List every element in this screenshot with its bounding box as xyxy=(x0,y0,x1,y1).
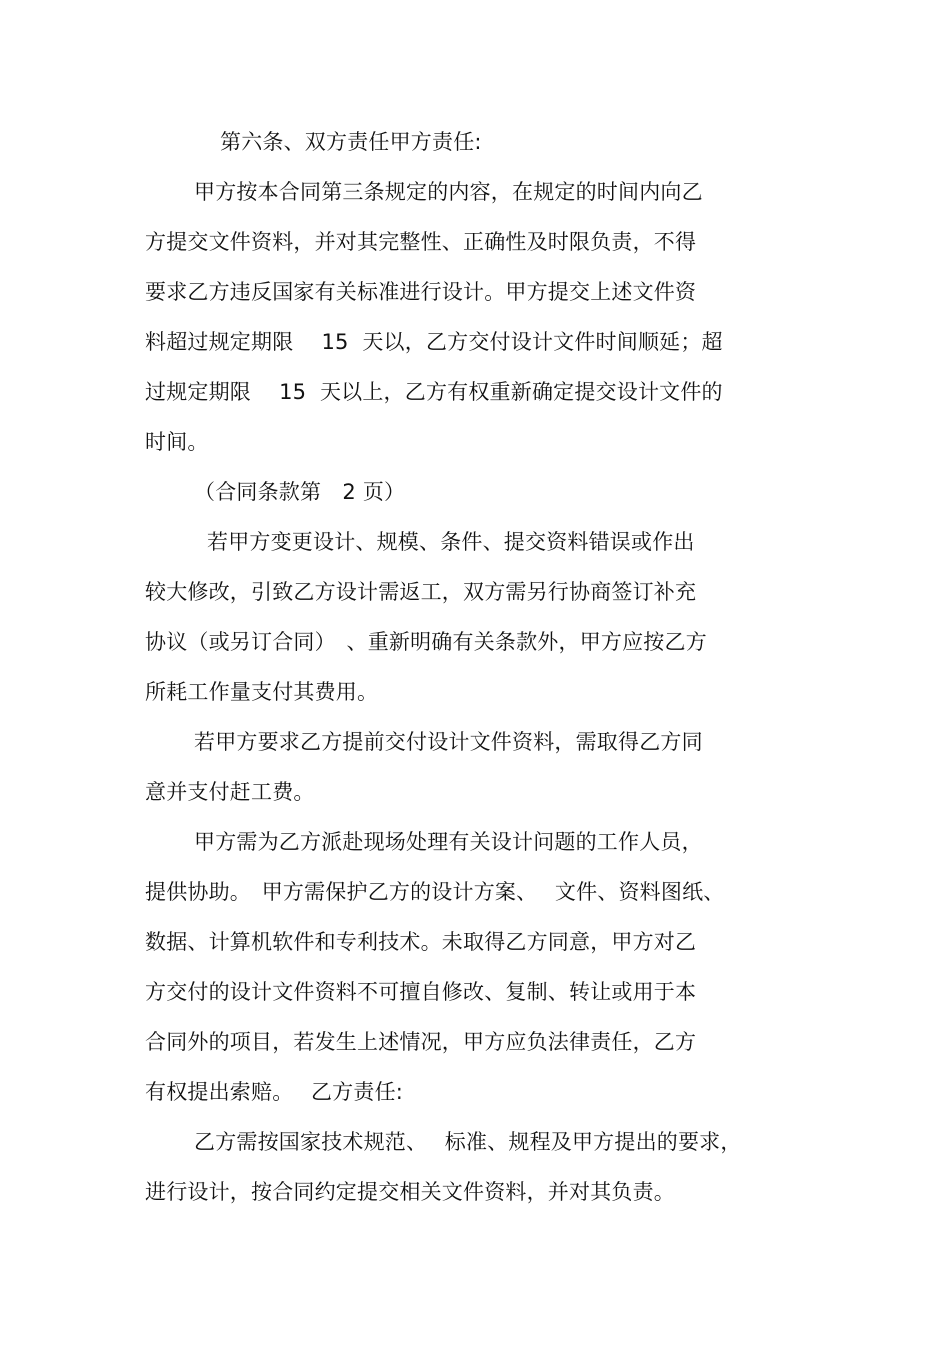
paragraph-line: 意并支付赶工费。 xyxy=(145,780,315,804)
paragraph-line: 提供协助。 甲方需保护乙方的设计方案、 文件、资料图纸、 xyxy=(145,880,725,904)
paragraph-line: 进行设计，按合同约定提交相关文件资料，并对其负责。 xyxy=(145,1180,675,1204)
paragraph-line: 有权提出索赔。 乙方责任: xyxy=(145,1080,404,1104)
paragraph-line: 数据、计算机软件和专利技术。未取得乙方同意，甲方对乙 xyxy=(145,930,697,954)
paragraph-line: 较大修改，引致乙方设计需返工，双方需另行协商签订补充 xyxy=(145,580,697,604)
paragraph-line: 合同外的项目，若发生上述情况，甲方应负法律责任，乙方 xyxy=(145,1030,697,1054)
paragraph-line: 乙方需按国家技术规范、 标准、规程及甲方提出的要求， xyxy=(194,1130,742,1154)
paragraph-line: 料超过规定期限 15 天以，乙方交付设计文件时间顺延；超 xyxy=(145,330,723,354)
paragraph-line: 所耗工作量支付其费用。 xyxy=(145,680,379,704)
paragraph-line: 要求乙方违反国家有关标准进行设计。甲方提交上述文件资 xyxy=(145,280,697,304)
paragraph-line: 方提交文件资料，并对其完整性、正确性及时限负责，不得 xyxy=(145,230,697,254)
paragraph-line: 若甲方变更设计、规模、条件、提交资料错误或作出 xyxy=(207,530,695,554)
paragraph-line: 时间。 xyxy=(145,430,209,454)
paragraph-line: 过规定期限 15 天以上，乙方有权重新确定提交设计文件的 xyxy=(145,380,723,404)
paragraph-line: 若甲方要求乙方提前交付设计文件资料，需取得乙方同 xyxy=(194,730,703,754)
paragraph-line: 甲方按本合同第三条规定的内容，在规定的时间内向乙 xyxy=(194,180,703,204)
paragraph-line: 协议（或另订合同） 、重新明确有关条款外，甲方应按乙方 xyxy=(145,630,707,654)
paragraph-line: 方交付的设计文件资料不可擅自修改、复制、转让或用于本 xyxy=(145,980,697,1004)
article-heading: 第六条、双方责任甲方责任: xyxy=(220,130,482,154)
paragraph-line: 甲方需为乙方派赴现场处理有关设计问题的工作人员， xyxy=(194,830,703,854)
page-note: （合同条款第 2 页） xyxy=(194,480,406,504)
